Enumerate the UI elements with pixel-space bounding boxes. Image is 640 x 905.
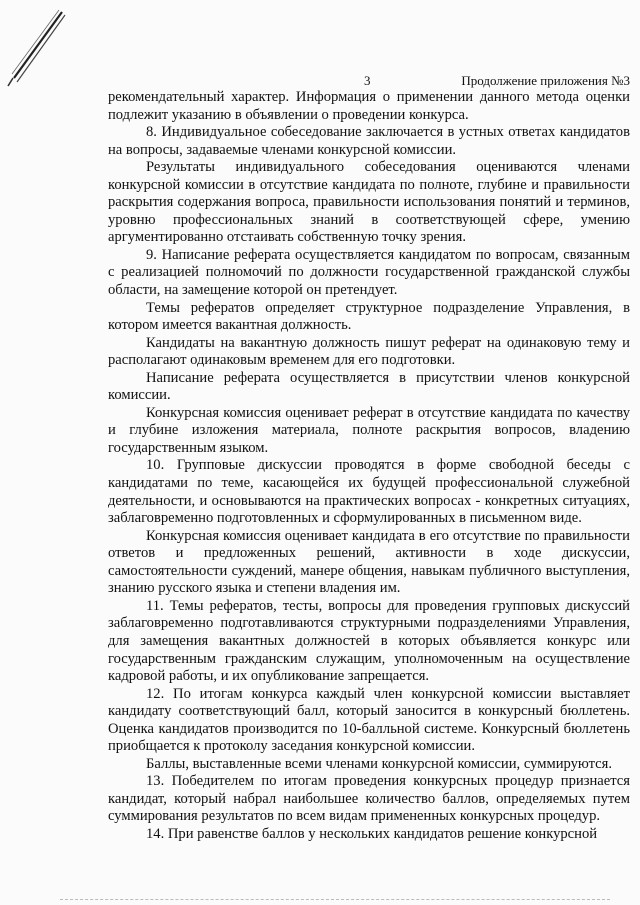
paragraph: Результаты индивидуального собеседования оцениваются членами конкурсной комиссии в отсутствие кандидата по полноте, глубине и правильности раскрытия содержания вопроса, правильности использования понятий и терминов, уровню профессиональных знаний в соответствующей сфере, умению аргументированно отстаивать собственную точку зрения. [108,159,630,246]
paragraph: 10. Групповые дискуссии проводятся в форме свободной беседы с кандидатами по теме, касающейся их будущей профессиональной служебной деятельности, и основываются на практических вопросах - конкретных ситуациях, заблаговременно подготовленных и сформулированных в письменном виде. [108,457,630,527]
paragraph: 14. При равенстве баллов у нескольких кандидатов решение конкурсной [146,825,598,842]
paragraph: Кандидаты на вакантную должность пишут реферат на одинаковую тему и располагают одинаковым временем для его подготовки. [108,334,630,369]
scan-bottom-edge [60,899,610,900]
paragraph: 9. Написание реферата осуществляется кандидатом по вопросам, связанным с реализацией полномочий по должности государственной гражданской службы области, на замещение которой он претендует. [108,246,630,299]
continuation-label: Продолжение приложения №3 [461,73,630,88]
paragraph: Конкурсная комиссия оценивает реферат в отсутствие кандидата по качеству и глубине изложения материала, полноте раскрытия вопросов, владению государственным языком. [108,404,630,456]
paragraph: 12. По итогам конкурса каждый член конкурсной комиссии выставляет кандидату соответствующий балл, который заносится в конкурсный бюллетень. Оценка кандидатов производится по 10-балльной системе. Конкурсный бюллетень приобщается к протоколу заседания конкурсной комиссии. [108,685,630,755]
paragraph: Конкурсная комиссия оценивает кандидата в его отсутствие по правильности ответов и предложенных решений, активности в ходе дискуссии, самостоятельности суждений, манере общения, навыкам публичного выступления, знанию русского языка и степени владения им. [108,527,630,597]
paragraph: 11. Темы рефератов, тесты, вопросы для проведения групповых дискуссий заблаговременно подготавливаются структурными подразделениями Управления, для замещения вакантных должностей в которых объявляется конкурс или государственным гражданским служащим, уполномоченным на осуществление кадровой работы, и их опубликование запрещается. [108,597,630,685]
paragraph: рекомендательный характер. Информация о применении данного метода оценки подлежит указанию в объявлении о проведении конкурса. [108,89,630,123]
scan-stroke-mark [4,8,68,90]
paragraph: 13. Победителем по итогам проведения конкурсных процедур признается кандидат, который набрал наибольшее количество баллов, определяемых путем суммирования результатов по всем видам примененных конкурсных процедур. [108,773,630,825]
document-body [108,89,630,844]
paragraph: Написание реферата осуществляется в присутствии членов конкурсной комиссии. [108,369,630,404]
paragraph: Темы рефератов определяет структурное подразделение Управления, в котором имеется вакантная должность. [108,299,630,334]
paragraph: Баллы, выставленные всеми членами конкурсной комиссии, суммируются. [146,755,613,772]
page-header [108,73,632,89]
paragraph: 8. Индивидуальное собеседование заключается в устных ответах кандидатов на вопросы, задаваемые членами конкурсной комиссии. [108,124,630,158]
page-number: 3 [364,73,371,88]
